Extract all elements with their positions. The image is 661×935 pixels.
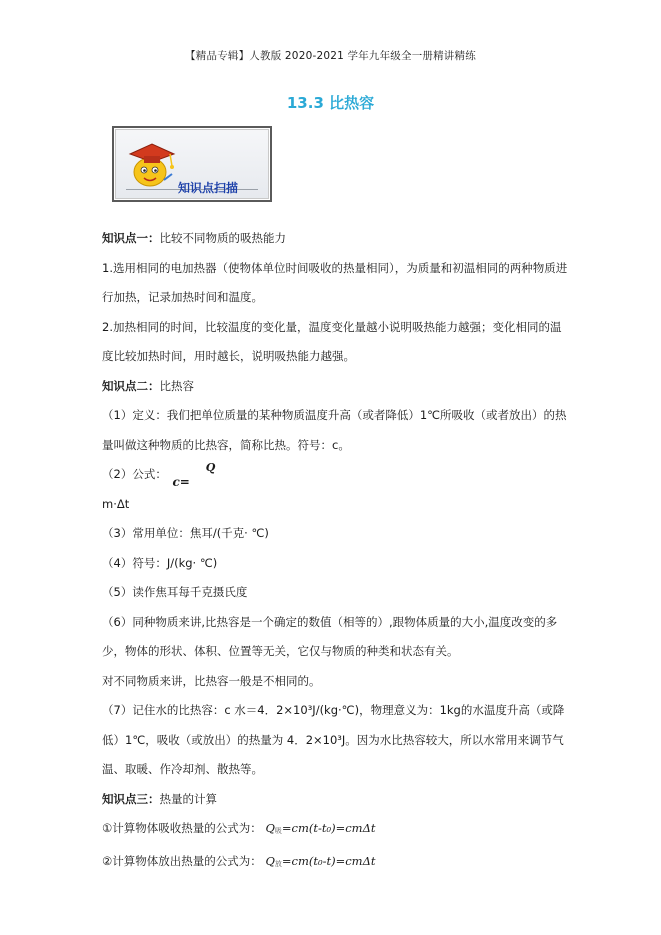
specific-heat-formula xyxy=(172,462,230,488)
formula-subscript: 放 xyxy=(274,859,282,868)
formula-c: c= xyxy=(172,474,190,489)
formula-denominator: m·Δt xyxy=(102,496,130,511)
paragraph: （7）记住水的比热容：c 水＝4．2×10³J/(kg·℃)，物理意义为：1kg的水温度升高（或降低）1℃，吸收（或放出）的热量为 4．2×10³J。因为水比热容较大，所以水常用来调节气温、取暖、作冷却剂、散热等。 xyxy=(102,703,565,776)
section-heading-2 xyxy=(102,372,572,402)
heading-text: 比热容 xyxy=(159,378,194,393)
heading-text: 热量的计算 xyxy=(159,791,217,806)
formula-expression: =cm(t-t₀)=cmΔt xyxy=(281,821,376,835)
formula-label: （2）公式： xyxy=(102,467,167,481)
page-header: 【精品专辑】人教版 2020-2021 学年九年级全一册精讲精练 xyxy=(185,50,476,62)
heading-label: 知识点三： xyxy=(102,791,160,806)
paragraph: （5）读作焦耳每千克摄氏度 xyxy=(102,585,248,599)
paragraph: （1）定义：我们把单位质量的某种物质温度升高（或者降低）1℃所吸收（或者放出）的热量叫做这种物质的比热容，简称比热。符号：c。 xyxy=(102,408,567,452)
formula-line xyxy=(102,460,572,490)
knowledge-scan-badge xyxy=(112,126,272,202)
paragraph: 1.选用相同的电加热器（使物体单位时间吸收的热量相同），为质量和初温相同的两种物质进行加热，记录加热时间和温度。 xyxy=(102,260,568,304)
section-heading-3 xyxy=(102,785,572,815)
paragraph: 对不同物质来讲，比热容一般是不相同的。 xyxy=(102,673,321,688)
formula-subscript: 吸 xyxy=(274,827,282,835)
badge-label: 知识点扫描 xyxy=(178,181,239,195)
formula-label: ①计算物体吸收热量的公式为： xyxy=(102,821,262,835)
heading-label: 知识点一： xyxy=(102,231,160,245)
formula-numerator: Q xyxy=(205,460,216,474)
page-title: 13.3 比热容 xyxy=(286,94,375,112)
heading-text: 比较不同物质的吸热能力 xyxy=(159,231,286,245)
paragraph: （4）符号：J/(kg· ℃) xyxy=(102,555,218,570)
formula-line xyxy=(102,847,572,880)
section-heading-1 xyxy=(102,224,572,254)
formula-q: Q xyxy=(265,853,275,868)
graduation-cap-mascot-icon xyxy=(120,134,180,192)
formula-label: ②计算物体放出热量的公式为： xyxy=(102,853,262,868)
heading-label: 知识点二： xyxy=(102,378,160,393)
formula-expression: =cm(t₀-t)=cmΔt xyxy=(281,853,376,868)
formula-q: Q xyxy=(265,821,275,835)
paragraph: （6）同种物质来讲,比热容是一个确定的数值（相等的）,跟物体质量的大小,温度改变的多少，物体的形状、体积、位置等无关，它仅与物质的种类和状态有关。 xyxy=(102,614,558,658)
document-body xyxy=(102,224,572,879)
paragraph: （3）常用单位：焦耳/(千克· ℃) xyxy=(102,526,269,540)
formula-fraction xyxy=(190,461,230,474)
formula-line xyxy=(102,814,572,847)
paragraph: 2.加热相同的时间，比较温度的变化量，温度变化量越小说明吸热能力越强；变化相同的温度比较加热时间，用时越长，说明吸热能力越强。 xyxy=(102,319,562,363)
